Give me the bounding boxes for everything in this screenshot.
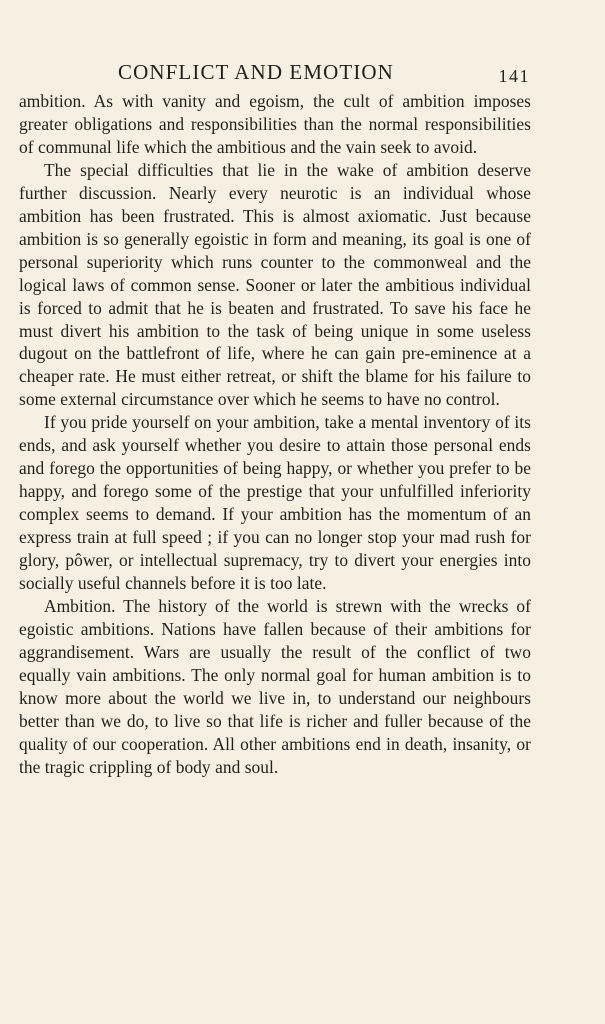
running-head [20, 58, 530, 86]
running-title: CONFLICT AND EMOTION [118, 60, 394, 84]
paragraph: If you pride yourself on your ambition, take a mental inventory of its ends, and ask yourself whether you desire to attain those personal ends and forego the opportunities of being happy, or whether you prefer to be happy, and forego some of the prestige that your unfulfilled inferiority complex seems to demand. If your ambition has the momentum of an express train at full speed ; if you can no longer stop your mad rush for glory, pôwer, or intellectual supremacy, try to divert your energies into socially useful channels before it is too late. [19, 412, 531, 594]
paragraph: ambition. As with vanity and egoism, the cult of ambition imposes greater obligations and responsibilities than the normal responsibilities of communal life which the ambitious and the vain seek to avoid. [19, 91, 531, 157]
page-number: 141 [498, 66, 530, 86]
body-text [19, 90, 531, 779]
paragraph: Ambition. The history of the world is strewn with the wrecks of egoistic ambitions. Nations have fallen because of their ambitions for aggrandisement. Wars are usually the result of the conflict of two equally vain ambitions. The only normal goal for human ambition is to know more about the world we live in, to understand our neighbours better than we do, to live so that life is richer and fuller because of the quality of our cooperation. All other ambitions end in death, insanity, or the tragic crippling of body and soul. [19, 595, 531, 777]
paragraph: The special difficulties that lie in the wake of ambition deserve further discussion. Nearly every neurotic is an individual whose ambition has been frustrated. This is almost axiomatic. Just because ambition is so generally egoistic in form and meaning, its goal is one of personal superiority which runs counter to the commonweal and the logical laws of common sense. Sooner or later the ambitious individual is forced to admit that he is beaten and frustrated. To save his face he must divert his ambition to the task of being unique in some useless dugout on the battlefront of life, where he can gain pre-eminence at a cheaper rate. He must either retreat, or shift the blame for his failure to some external circumstance over which he seems to have no control. [19, 159, 531, 410]
